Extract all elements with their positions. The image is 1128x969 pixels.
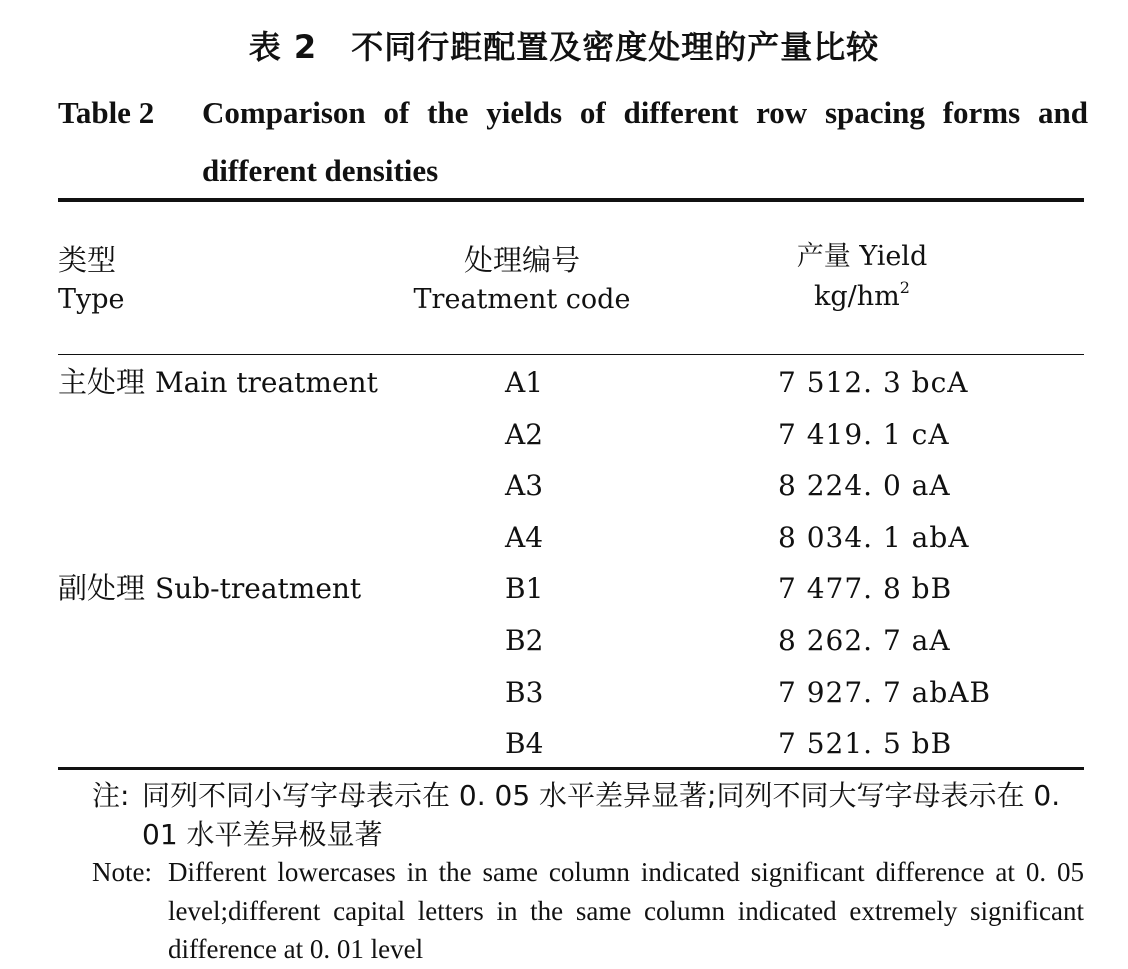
table-row — [0, 512, 1128, 563]
header-treatment-code — [360, 240, 684, 320]
header-type-cn: 类型 — [58, 243, 117, 277]
cell-type-en: Main treatment — [155, 366, 378, 399]
cell-type — [58, 512, 68, 563]
note-en-prefix: Note: — [92, 857, 152, 887]
yield-unit-text: kg/hm — [814, 281, 900, 312]
table-row — [0, 357, 1128, 408]
cell-yield: 8 034. 1 abA — [778, 520, 970, 554]
note-cn-text: 同列不同小写字母表示在 0. 05 水平差异显著;同列不同大写字母表示在 0. 01 水平差异极显著 — [142, 779, 1061, 851]
caption-en-label: Table 2 — [58, 95, 155, 130]
cell-type — [58, 615, 68, 666]
cell-type — [58, 460, 68, 511]
cell-yield: 7 477. 8 bB — [778, 572, 953, 606]
table-header-rule — [58, 354, 1084, 355]
cell-type — [58, 409, 68, 460]
header-type-en: Type — [58, 284, 125, 315]
table-caption-cn — [0, 22, 1128, 68]
caption-cn-label: 表 2 — [248, 28, 318, 66]
cell-type — [58, 563, 361, 614]
table-row — [0, 615, 1128, 666]
header-yield-unit — [740, 277, 984, 317]
cell-treatment-code: B2 — [505, 624, 544, 657]
cell-yield: 8 224. 0 aA — [778, 469, 951, 503]
table-row — [0, 563, 1128, 614]
cell-type-cn: 主处理 — [58, 365, 146, 399]
note-cn-prefix: 注: — [92, 779, 130, 812]
cell-treatment-code: B4 — [505, 727, 544, 761]
header-yield — [740, 237, 984, 317]
note-en-text: Different lowercases in the same column indicated significant difference at 0. 05 level;different capital letters in the same column indicated extremely significant difference at 0. 01 level — [168, 857, 1084, 964]
cell-yield: 7 512. 3 bcA — [778, 366, 969, 399]
cell-type — [58, 667, 68, 718]
header-yield-label: 产量 Yield — [796, 241, 928, 272]
cell-treatment-code: A1 — [505, 366, 544, 399]
cell-treatment-code: B1 — [505, 572, 544, 606]
caption-cn-title: 不同行距配置及密度处理的产量比较 — [351, 28, 880, 66]
cell-treatment-code: A2 — [505, 417, 544, 451]
cell-treatment-code: B3 — [505, 675, 544, 709]
cell-yield: 7 927. 7 abAB — [778, 675, 992, 709]
header-code-cn: 处理编号 — [463, 243, 580, 277]
cell-type — [58, 357, 378, 408]
cell-yield: 8 262. 7 aA — [778, 624, 951, 657]
cell-treatment-code: A4 — [505, 520, 544, 554]
cell-type — [58, 718, 68, 769]
cell-treatment-code: A3 — [505, 469, 544, 503]
cell-yield: 7 521. 5 bB — [778, 727, 953, 761]
table-row — [0, 409, 1128, 460]
cell-yield: 7 419. 1 cA — [778, 417, 950, 451]
table-bottom-rule — [58, 767, 1084, 770]
yield-unit-superscript: 2 — [899, 278, 910, 297]
table-row — [0, 460, 1128, 511]
table-row — [0, 667, 1128, 718]
caption-en-title: Comparison of the yields of different row spacing forms and different densities — [202, 95, 1088, 188]
cell-type-en: Sub-treatment — [155, 572, 362, 606]
table-top-rule — [58, 198, 1084, 202]
note-en — [92, 853, 1084, 969]
header-code-en: Treatment code — [413, 284, 631, 315]
note-cn — [92, 776, 1082, 854]
cell-type-cn: 副处理 — [58, 571, 146, 606]
table-row — [0, 718, 1128, 769]
table-caption-en — [58, 84, 1088, 200]
header-type — [58, 240, 125, 320]
